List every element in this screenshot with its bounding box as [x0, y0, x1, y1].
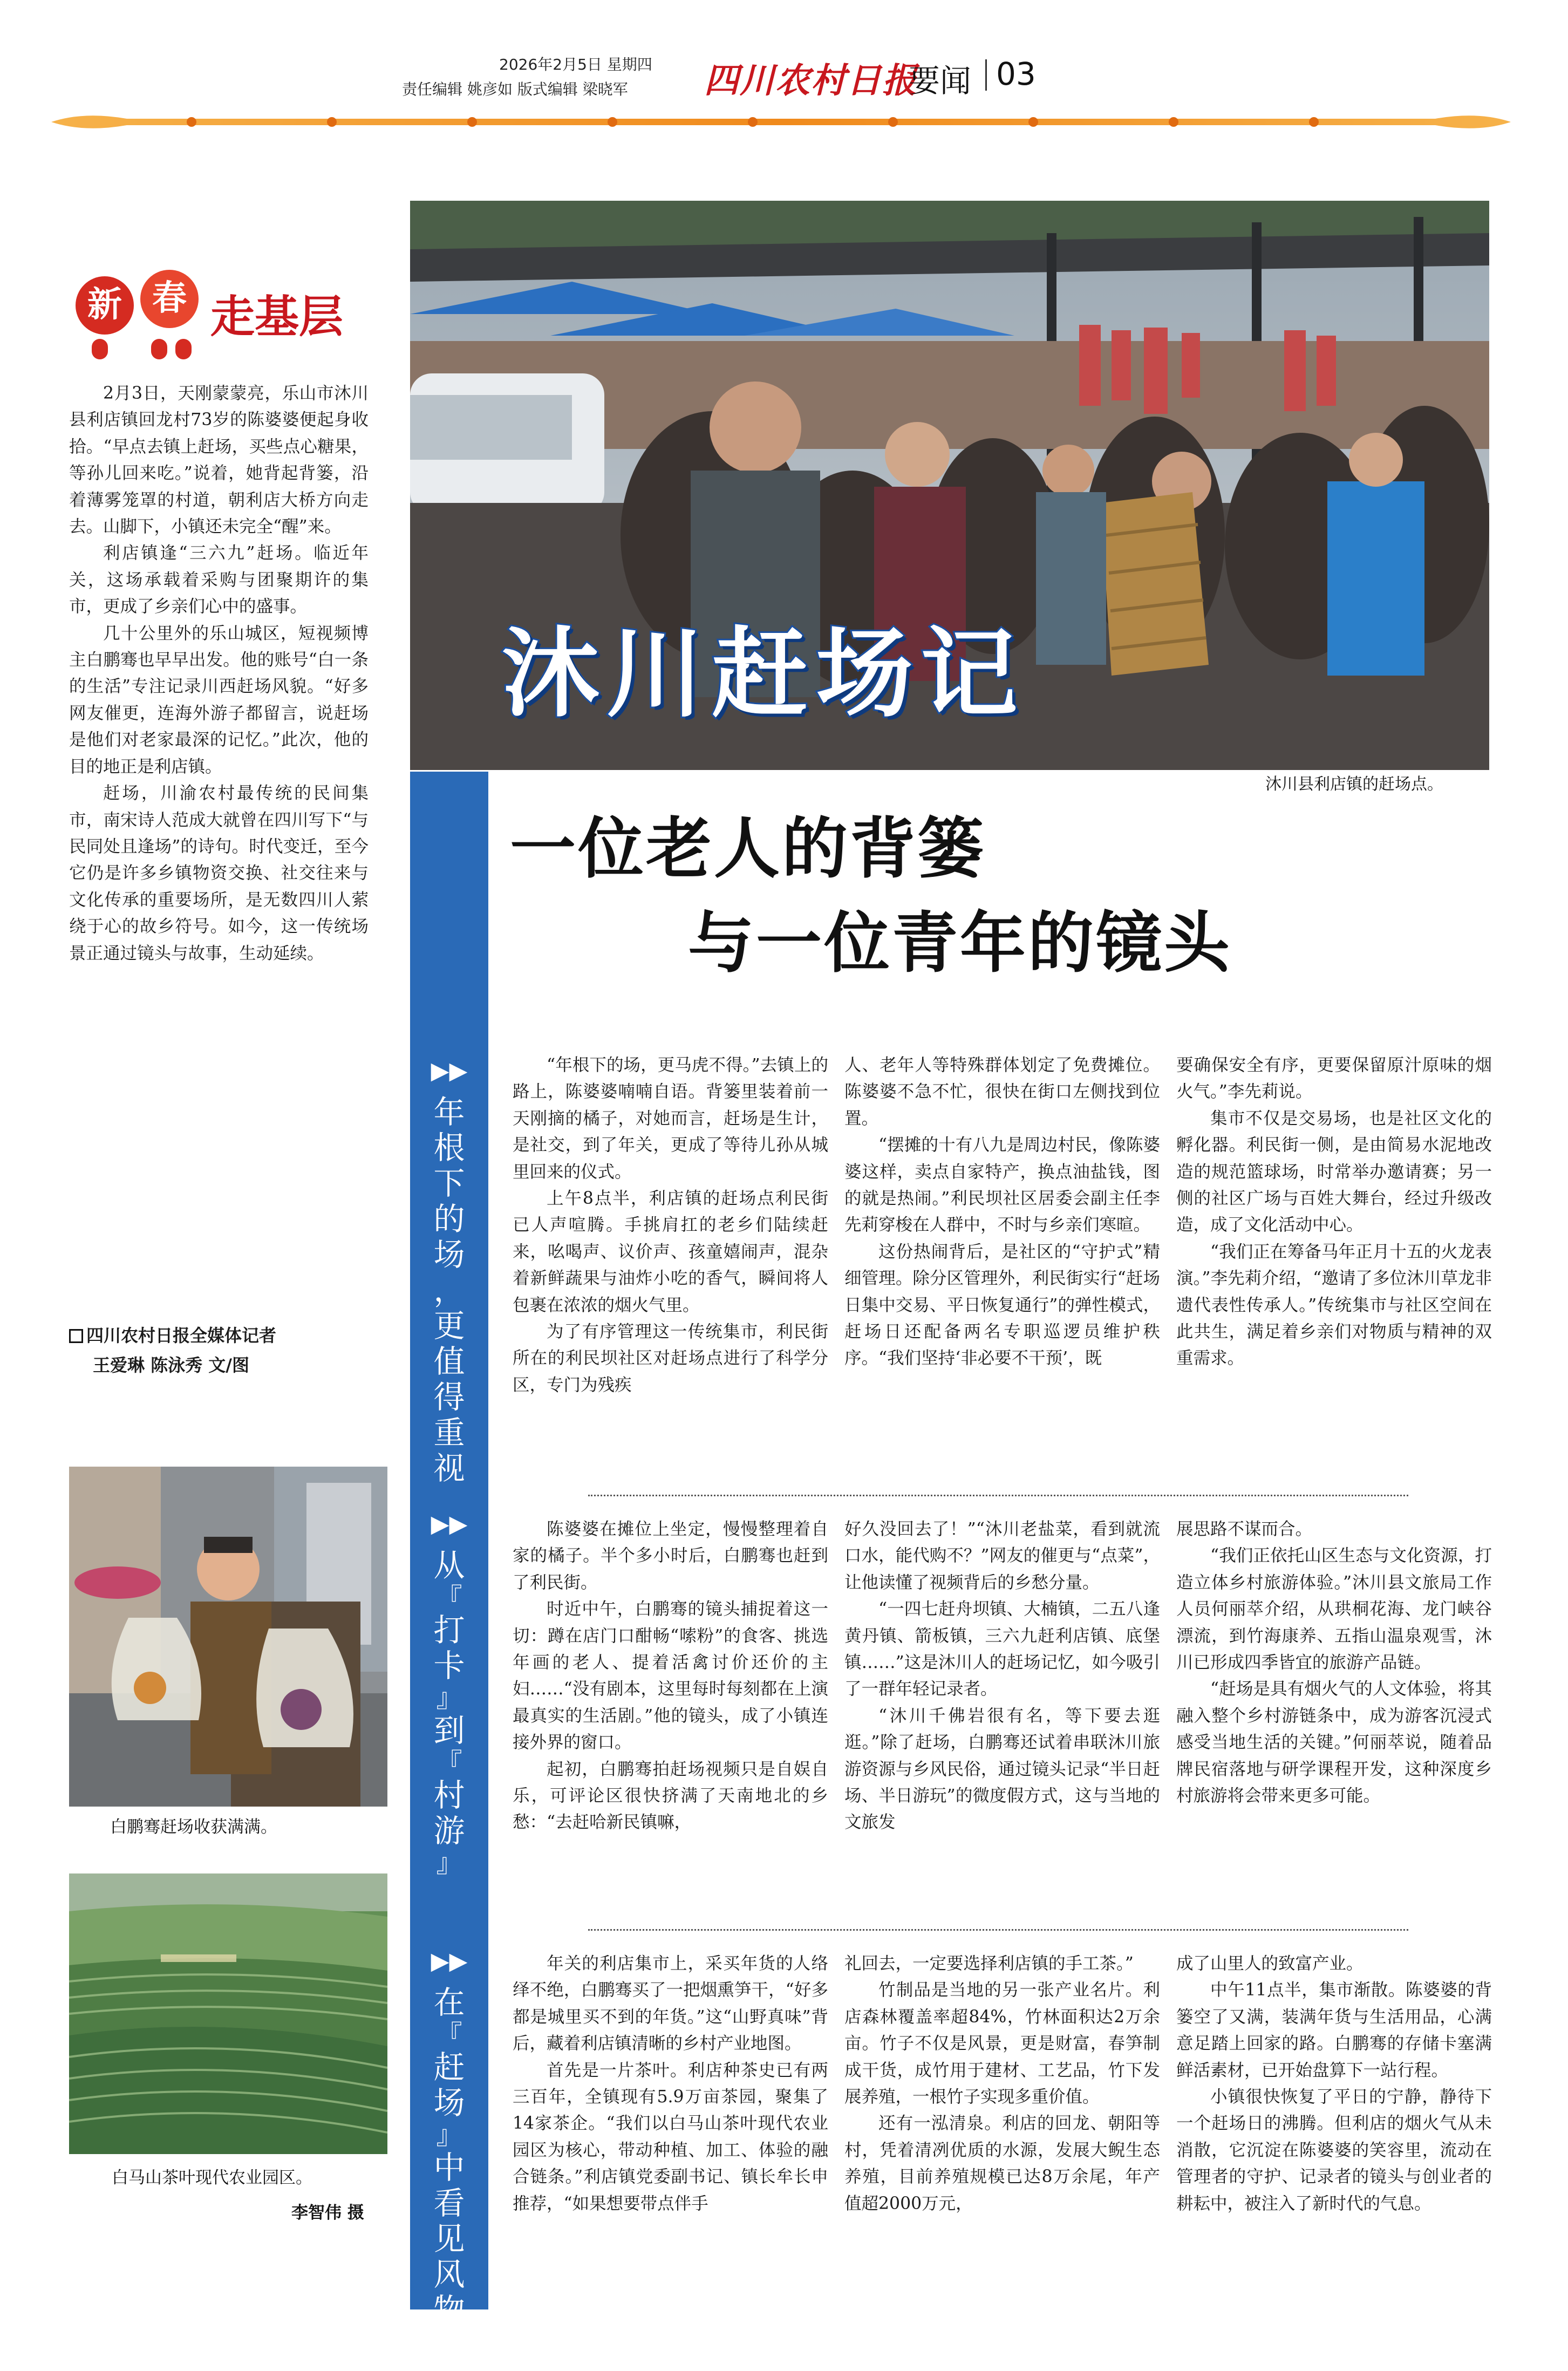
- lantern-icon: [175, 339, 192, 359]
- photo-caption: 白鹏骞赶场收获满满。: [110, 1817, 277, 1837]
- masthead-divider: [985, 59, 987, 91]
- text-column: [513, 1052, 828, 1479]
- page-number: 03: [996, 56, 1036, 92]
- paragraph: 赶场，川渝农村最传统的民间集市，南宋诗人范成大就曾在四川写下“与民同处且逢场”的诗句。时代变迁，至今它仍是许多乡镇物资交换、社交往来与文化传承的重要场所，是无数四川人萦绕于心的故乡符号。如今，这一传统场景正通过镜头与故事，生动延续。: [69, 783, 369, 963]
- article-section-2: [513, 1516, 1492, 1916]
- reporter-byline: [69, 1322, 276, 1347]
- paragraph: 利店镇逢“三六九”赶场。临近年关，这场承载着采购与团聚期许的集市，更成了乡亲们心中的盛事。: [69, 543, 369, 617]
- badge-title: 走基层: [210, 291, 344, 343]
- text-column: [844, 1516, 1160, 1916]
- photo-credit: 李智伟 摄: [291, 2203, 364, 2223]
- newspaper-logo: 四川农村日报: [704, 60, 918, 101]
- text-column: [1176, 1052, 1492, 1479]
- paragraph: 首先是一片茶叶。利店种茶史已有两三百年，全镇现有5.9万亩茶园，聚集了14家茶企。“我们以白马山茶叶现代农业园区为核心，带动种植、加工、体验的融合链条。”利店镇党委副书记、镇长牟长申推荐，“如果想要带点伴手: [513, 2060, 828, 2213]
- section-divider: [588, 1495, 1408, 1496]
- paragraph: “摆摊的十有八九是周边村民，像陈婆婆这样，卖点自家特产，换点油盐钱，图的就是热闹。”利民坝社区居委会副主任李先莉穿梭在人群中，不时与乡亲们寒暄。: [844, 1135, 1160, 1235]
- paragraph: “赶场是具有烟火气的人文体验，将其融入整个乡村游链条中，成为游客沉浸式感受当地生活的关键。”何丽萃说，随着品牌民宿落地与研学课程开发，这种深度乡村旅游将会带来更多可能。: [1176, 1679, 1492, 1806]
- paragraph: 中午11点半，集市渐散。陈婆婆的背篓空了又满，装满年货与生活用品，心满意足踏上回家的路。白鹏骞的存储卡塞满鲜活素材，已开始盘算下一站行程。: [1176, 1980, 1492, 2080]
- paragraph: 人、老年人等特殊群体划定了免费摊位。陈婆婆不急不忙，很快在街口左侧找到位置。: [844, 1055, 1160, 1128]
- paragraph: 好久没回去了！”“沐川老盐菜，看到就流口水，能代购不？”网友的催更与“点菜”，让他读懂了视频背后的乡愁分量。: [844, 1520, 1160, 1592]
- intro-text: [69, 380, 369, 967]
- reporter-names: 王爱琳 陈泳秀 文/图: [93, 1355, 249, 1375]
- subhead-1: ▶▶ 年 根 下 的 场 ， 更 值 得 重 视: [410, 1058, 488, 1486]
- paragraph: 这份热闹背后，是社区的“守护式”精细管理。除分区管理外，利民街实行“赶场日集中交易、平日恢复通行”的弹性模式，赶场日还配备两名专职巡逻员维护秩序。“我们坚持‘非必要不干预’，既: [844, 1242, 1160, 1368]
- photo-bai-illustration: [69, 1467, 387, 1807]
- double-arrow-icon: ▶▶: [431, 1510, 468, 1538]
- masthead-decorative-band: [51, 110, 1511, 134]
- paragraph: 集市不仅是交易场，也是社区文化的孵化器。利民街一侧，是由简易水泥地改造的规范篮球场，时常举办邀请赛；另一侧的社区广场与百姓大舞台，经过升级改造，成了文化活动中心。: [1176, 1108, 1492, 1235]
- paragraph: 起初，白鹏骞拍赶场视频只是自娱自乐，可评论区很快挤满了天南地北的乡愁：“去赶哈新民镇嘛，: [513, 1759, 828, 1832]
- photo-caption: 白马山茶叶现代农业园区。: [112, 2168, 312, 2188]
- paragraph: 2月3日，天刚蒙蒙亮，乐山市沐川县利店镇回龙村73岁的陈婆婆便起身收拾。“早点去镇上赶场，买些点心糖果，等孙儿回来吃。”说着，她背起背篓，沿着薄雾笼罩的村道，朝利店大桥方向走去。山脚下，小镇还未完全“醒”来。: [69, 384, 369, 537]
- photo-tea-illustration: [69, 1873, 387, 2154]
- double-arrow-icon: ▶▶: [431, 1947, 468, 1975]
- paragraph: 年关的利店集市上，采买年货的人络绎不绝，白鹏骞买了一把烟熏笋干，“好多都是城里买不到的年货。”这“山野真味”背后，藏着利店镇清晰的乡村产业地图。: [513, 1954, 828, 2054]
- paragraph: 竹制品是当地的另一张产业名片。利店森林覆盖率超84%，竹林面积达2万余亩。竹子不仅是风景，更是财富，春笋制成干货，成竹用于建材、工艺品，竹下发展养殖，一根竹子实现多重价值。: [844, 1980, 1160, 2107]
- subhead-bar: [410, 772, 488, 2328]
- double-arrow-icon: ▶▶: [431, 1057, 468, 1085]
- badge-xin: 新: [76, 276, 134, 335]
- byline-org: 四川农村日报全媒体记者: [86, 1325, 277, 1346]
- article-section-1: [513, 1052, 1492, 1479]
- paragraph: 陈婆婆在摊位上坐定，慢慢整理着自家的橘子。半个多小时后，白鹏骞也赶到了利民街。: [513, 1520, 828, 1592]
- subhead-2: ▶▶ 从 『 打 卡 』 到 『 村 游 』: [410, 1511, 488, 1878]
- text-column: [513, 1951, 828, 2318]
- box-icon: [69, 1329, 83, 1343]
- paragraph: 为了有序管理这一传统集市，利民街所在的利民坝社区对赶场点进行了科学分区，专门为残疾: [513, 1322, 828, 1395]
- paragraph: “我们正在筹备马年正月十五的火龙表演。”李先莉介绍，“邀请了多位沐川草龙非遗代表性传承人。”传统集市与社区空间在此共生，满足着乡亲们对物质与精神的双重需求。: [1176, 1242, 1492, 1368]
- photo-tea-garden: [69, 1873, 387, 2154]
- paragraph: 几十公里外的乐山城区，短视频博主白鹏骞也早早出发。他的账号“白一条的生活”专注记录川西赶场风貌。“好多网友催更，连海外游子都留言，说赶场是他们对老家最深的记忆。”此次，他的目的地正是利店镇。: [69, 623, 369, 776]
- text-column: [513, 1516, 828, 1916]
- paragraph: 展思路不谋而合。: [1176, 1520, 1313, 1539]
- text-column: [844, 1052, 1160, 1479]
- text-column: [1176, 1516, 1492, 1916]
- paragraph: 成了山里人的致富产业。: [1176, 1954, 1364, 1973]
- badge-chun: 春: [140, 270, 199, 328]
- paragraph: 上午8点半，利店镇的赶场点利民街已人声喧腾。手挑肩扛的老乡们陆续赶来，吆喝声、议价声、孩童嬉闹声，混杂着新鲜蔬果与油炸小吃的香气，瞬间将人包裹在浓浓的烟火气里。: [513, 1189, 828, 1315]
- paragraph: “我们正依托山区生态与文化资源，打造立体乡村旅游体验。”沐川县文旅局工作人员何丽萃介绍，从珙桐花海、龙门峡谷漂流，到竹海康养、五指山温泉观雪，沐川已形成四季皆宜的旅游产品链。: [1176, 1546, 1492, 1673]
- lantern-icon: [151, 339, 167, 359]
- paragraph: 礼回去，一定要选择利店镇的手工茶。”: [844, 1954, 1134, 1973]
- paragraph: 还有一泓清泉。利店的回龙、朝阳等村，凭着清冽优质的水源，发展大鲵生态养殖，目前养殖规模已达8万余尾，年产值超2000万元，: [844, 2114, 1160, 2213]
- subhead-3: ▶▶ 在 『 赶 场 』 中 看 见 风 物: [410, 1948, 488, 2328]
- text-column: [844, 1951, 1160, 2318]
- new-spring-badge: [76, 270, 356, 367]
- paragraph: “年根下的场，更马虎不得。”去镇上的路上，陈婆婆喃喃自语。背篓里装着前一天刚摘的橘子，对她而言，赶场是生计，是社交，到了年关，更成了等待儿孙从城里回来的仪式。: [513, 1055, 828, 1182]
- paragraph: “沐川千佛岩很有名，等下要去逛逛。”除了赶场，白鹏骞还试着串联沐川旅游资源与乡风民俗，通过镜头记录“半日赶场、半日游玩”的微度假方式，这与当地的文旅发: [844, 1706, 1160, 1832]
- headline-line-2: 与一位青年的镜头: [688, 905, 1232, 982]
- article-section-3: [513, 1951, 1492, 2318]
- lantern-icon: [92, 339, 108, 359]
- photo-bai-pengqian: [69, 1467, 387, 1807]
- hero-caption: 沐川县利店镇的赶场点。: [1265, 775, 1443, 794]
- paragraph: 小镇很快恢复了平日的宁静，静待下一个赶场日的沸腾。但利店的烟火气从未消散，它沉淀在陈婆婆的笑容里，流动在管理者的守护、记录者的镜头与创业者的耕耘中，被注入了新时代的气息。: [1176, 2087, 1492, 2213]
- section-name: 要闻: [909, 63, 972, 99]
- paragraph: “一四七赶舟坝镇、大楠镇，二五八逢黄丹镇、箭板镇，三六九赶利店镇、底堡镇……”这是沐川人的赶场记忆，如今吸引了一群年轻记录者。: [844, 1599, 1160, 1699]
- feature-title: 沐川赶场记: [502, 618, 1026, 731]
- editor-credits: 责任编辑 姚彦如 版式编辑 梁晓军: [402, 80, 628, 98]
- section-divider: [588, 1929, 1408, 1931]
- issue-date: 2026年2月5日 星期四: [499, 56, 652, 73]
- paragraph: 时近中午，白鹏骞的镜头捕捉着这一切：蹲在店门口酣畅“嗦粉”的食客、挑选年画的老人、提着活禽讨价还价的主妇……“没有剧本，这里每时每刻都在上演最真实的生活剧。”他的镜头，成了小镇连接外界的窗口。: [513, 1599, 828, 1753]
- headline-line-1: 一位老人的背篓: [510, 810, 986, 887]
- text-column: [1176, 1951, 1492, 2318]
- paragraph: 要确保安全有序，更要保留原汁原味的烟火气。”李先莉说。: [1176, 1055, 1492, 1102]
